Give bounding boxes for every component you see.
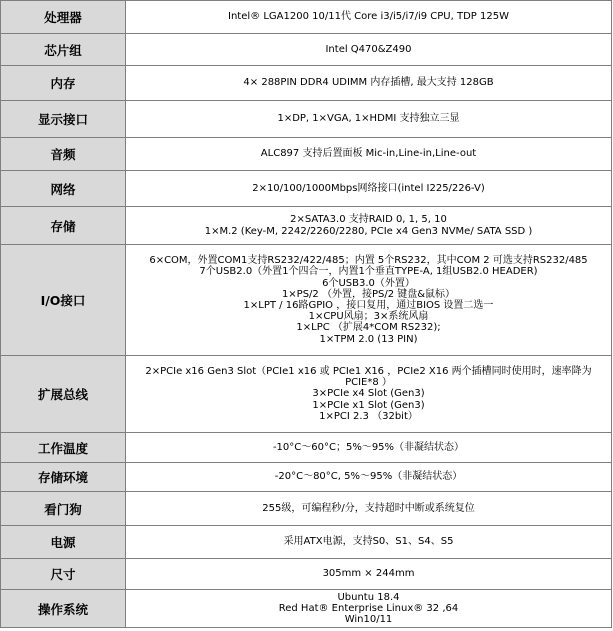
spec-row-expansion: [1, 356, 612, 433]
spec-row-dimensions: [1, 559, 612, 590]
spec-row-storage: [1, 207, 612, 245]
spec-row-cpu: [1, 1, 612, 34]
spec-row-watchdog: [1, 492, 612, 526]
spec-row-audio: [1, 138, 612, 171]
spec-value-line: 1×DP, 1×VGA, 1×HDMI 支持独立三显: [277, 113, 460, 125]
spec-value-line: 1×LPT / 16路GPIO ，接口复用，通过BIOS 设置二选一: [243, 300, 494, 311]
spec-value-line: 1×CPU风扇；3×系统风扇: [308, 311, 429, 323]
spec-label: 内存: [1, 66, 126, 101]
spec-label: 音频: [1, 138, 126, 171]
spec-value-line: Intel Q470&Z490: [325, 43, 412, 55]
spec-value: [126, 245, 612, 356]
spec-value-line: 6个USB3.0（外置）: [322, 277, 415, 289]
spec-row-memory: [1, 66, 612, 101]
spec-value: [126, 66, 612, 101]
spec-value-line: 255级，可编程秒/分，支持超时中断或系统复位: [262, 502, 475, 514]
spec-row-network: [1, 171, 612, 207]
spec-value: [126, 526, 612, 559]
spec-value: [126, 492, 612, 526]
spec-value: [126, 433, 612, 463]
spec-value: [126, 34, 612, 66]
spec-label: 存储: [1, 207, 126, 245]
spec-label: 操作系统: [1, 590, 126, 628]
spec-row-io: [1, 245, 612, 356]
spec-label: 扩展总线: [1, 356, 126, 433]
spec-label: 工作温度: [1, 433, 126, 463]
spec-value-line: Win10/11: [344, 614, 393, 626]
spec-value-line: Intel® LGA1200 10/11代 Core i3/i5/i7/i9 CPU, TDP 125W: [228, 11, 509, 23]
spec-label: 显示接口: [1, 101, 126, 138]
spec-value-line: 6×COM，外置COM1支持RS232/422/485；内置 5个RS232，其中COM 2 可选支持RS232/485: [149, 255, 588, 267]
spec-value-line: 3×PCIe x4 Slot (Gen3): [312, 388, 425, 400]
spec-row-operating-temp: [1, 433, 612, 463]
spec-value: [126, 101, 612, 138]
spec-value: [126, 356, 612, 433]
spec-label: 看门狗: [1, 492, 126, 526]
spec-value: [126, 207, 612, 245]
spec-label: 网络: [1, 171, 126, 207]
spec-value-line: -20°C～80°C, 5%～95%（非凝结状态）: [274, 471, 463, 483]
spec-row-os: [1, 590, 612, 628]
spec-label: 芯片组: [1, 34, 126, 66]
spec-value-line: 1×PS/2 （外置，接PS/2 键盘&鼠标）: [281, 288, 456, 300]
spec-row-chipset: [1, 34, 612, 66]
spec-row-display: [1, 101, 612, 138]
spec-value-line: 1×PCI 2.3 （32bit）: [319, 410, 418, 422]
spec-value: [126, 590, 612, 628]
spec-label: 尺寸: [1, 559, 126, 590]
spec-value: [126, 138, 612, 171]
spec-value: [126, 1, 612, 34]
spec-label: I/O接口: [1, 245, 126, 356]
spec-label: 处理器: [1, 1, 126, 34]
spec-value-line: 305mm × 244mm: [322, 568, 415, 580]
spec-value: [126, 559, 612, 590]
spec-value-line: 2×10/100/1000Mbps网络接口(intel I225/226-V): [252, 182, 485, 194]
spec-value-line: ALC897 支持后置面板 Mic-in,Line-in,Line-out: [260, 148, 477, 160]
spec-value-line: 4× 288PIN DDR4 UDIMM 内存插槽, 最大支持 128GB: [243, 77, 494, 89]
spec-value-line: 7个USB2.0（外置1个四合一，内置1个垂直TYPE-A, 1组USB2.0 HEADER): [199, 266, 538, 278]
spec-value-line: 2×PCIe x16 Gen3 Slot（PCIe1 x16 或 PCIe1 X16 ，PCIe2 X16 两个插槽同时使用时，速率降为PCIE*8 ）: [145, 365, 592, 389]
spec-value-line: 采用ATX电源，支持S0、S1、S4、S5: [283, 536, 454, 548]
spec-label: 存储环境: [1, 463, 126, 492]
spec-value-line: -10°C～60°C；5%～95%（非凝结状态）: [272, 441, 465, 453]
spec-row-storage-env: [1, 463, 612, 492]
spec-value: [126, 171, 612, 207]
spec-value-line: Ubuntu 18.4: [337, 591, 400, 603]
spec-value-line: 2×SATA3.0 支持RAID 0, 1, 5, 10: [290, 214, 447, 226]
spec-value-line: 1×M.2 (Key-M, 2242/2260/2280, PCIe x4 Gen3 NVMe/ SATA SSD ): [204, 225, 533, 237]
spec-label: 电源: [1, 526, 126, 559]
spec-value-line: 1×LPC （扩展4*COM RS232);: [296, 322, 441, 334]
spec-row-power: [1, 526, 612, 559]
spec-value-line: 1×TPM 2.0 (13 PIN): [319, 333, 418, 345]
spec-value-line: Red Hat® Enterprise Linux® 32 ,64: [278, 602, 459, 614]
spec-value: [126, 463, 612, 492]
spec-value-line: 1×PCIe x1 Slot (Gen3): [312, 399, 425, 411]
